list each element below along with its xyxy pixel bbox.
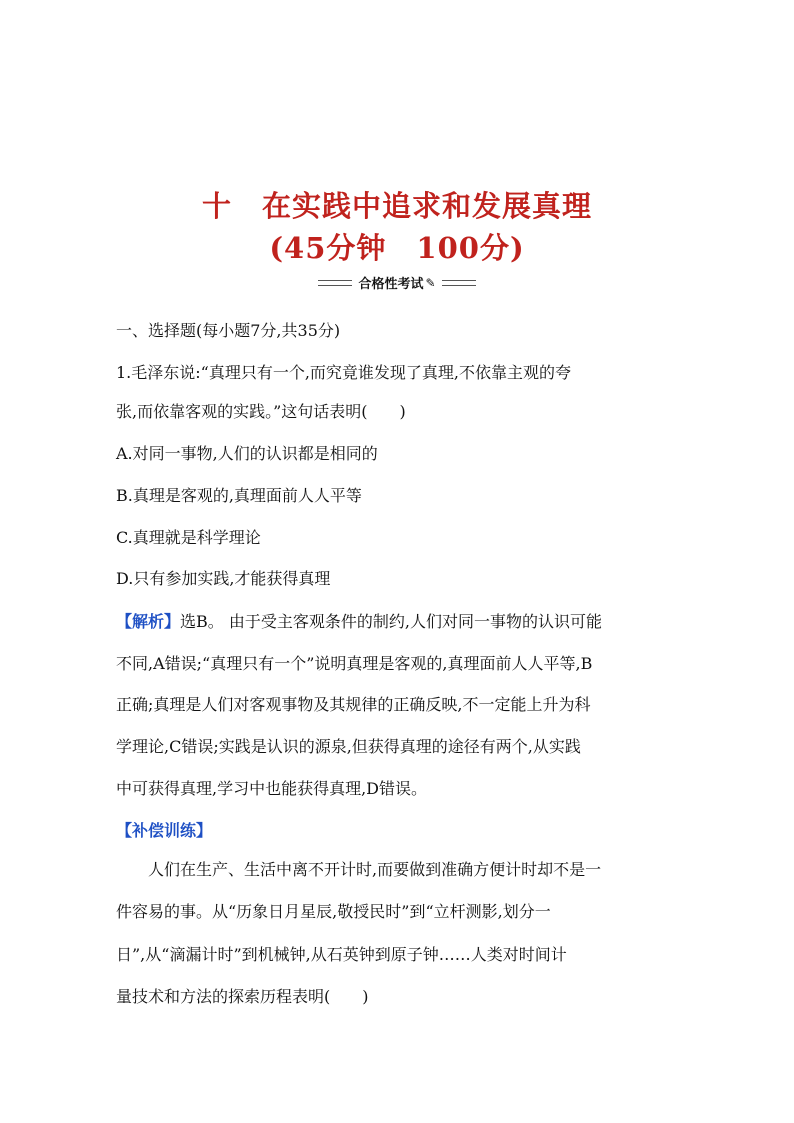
section-heading: 一、选择题(每小题7分,共35分) (116, 321, 341, 340)
analysis-line-3: 正确;真理是人们对客观事物及其规律的正确反映,不一定能上升为科 (116, 695, 591, 714)
question-stem-line-1: 1.毛泽东说:“真理只有一个,而究竟谁发现了真理,不依靠主观的夸 (116, 363, 572, 382)
practice-line-1: 人们在生产、生活中离不开计时,而要做到准确方便计时却不是一 (148, 860, 602, 879)
question-stem-line-2: 张,而依靠客观的实践。”这句话表明( ) (116, 402, 406, 421)
practice-line-3: 日”,从“滴漏计时”到机械钟,从石英钟到原子钟……人类对时间计 (116, 945, 567, 964)
option-d: D.只有参加实践,才能获得真理 (116, 569, 331, 588)
analysis-line-1 (116, 609, 602, 632)
page-title: 十 在实践中追求和发展真理 (201, 189, 592, 223)
exam-divider (0, 273, 794, 292)
practice-tag-label: 【补偿训练】 (116, 821, 213, 840)
analysis-line-5: 中可获得真理,学习中也能获得真理,D错误。 (116, 779, 428, 798)
divider-rule-right (442, 280, 476, 286)
option-a: A.对同一事物,人们的认识都是相同的 (116, 444, 378, 463)
practice-tag (116, 818, 212, 841)
practice-line-2: 件容易的事。从“历象日月星辰,敬授民时”到“立杆测影,划分一 (116, 902, 551, 921)
option-b: B.真理是客观的,真理面前人人平等 (116, 486, 362, 505)
page-subtitle: (45分钟 100分) (269, 231, 525, 265)
pencil-icon: ✎ (425, 275, 436, 290)
divider-rule-left (318, 280, 352, 286)
practice-line-4: 量技术和方法的探索历程表明( ) (116, 987, 369, 1006)
exam-label: 合格性考试 (358, 277, 424, 292)
analysis-line-4: 学理论,C错误;实践是认识的源泉,但获得真理的途径有两个,从实践 (116, 737, 581, 756)
analysis-line-2: 不同,A错误;“真理只有一个”说明真理是客观的,真理面前人人平等,B (116, 654, 593, 673)
analysis-tag: 【解析】 (116, 612, 181, 631)
analysis-first-line: 选B。 由于受主客观条件的制约,人们对同一事物的认识可能 (180, 612, 602, 631)
option-c: C.真理就是科学理论 (116, 528, 261, 547)
